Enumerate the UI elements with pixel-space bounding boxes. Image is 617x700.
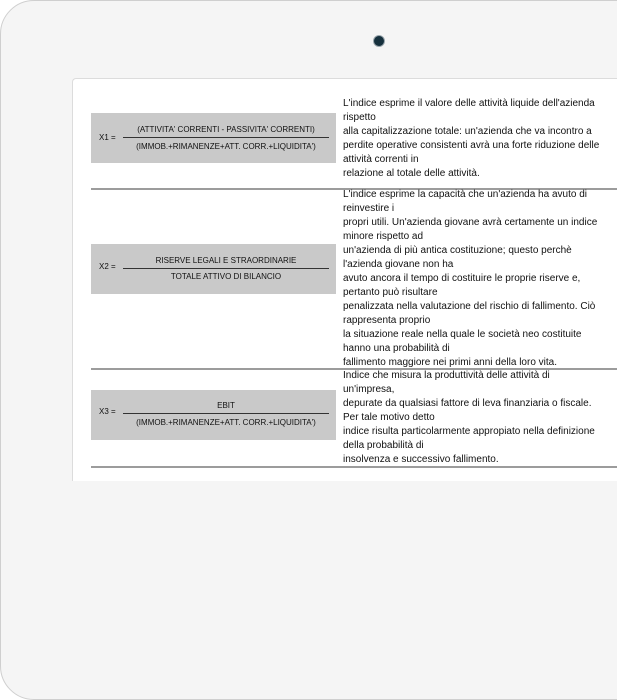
description-line: propri utili. Un'azienda giovane avrà certamente un indice — [343, 217, 598, 228]
description-line: L'indice esprime il valore delle attività liquide dell'azienda — [343, 98, 595, 109]
description-line: rappresenta proprio — [343, 315, 431, 326]
formula-numerator: RISERVE LEGALI E STRAORDINARIE — [155, 256, 297, 265]
description-line: un'impresa, — [343, 384, 395, 395]
description-line: Per tale motivo detto — [343, 412, 435, 423]
formula-numerator: (ATTIVITA' CORRENTI - PASSIVITA' CORRENTI) — [137, 125, 315, 134]
fraction-bar — [123, 268, 329, 269]
formula-x2 — [91, 244, 336, 294]
description-line: indice risulta particolarmente appropiato nella definizione — [343, 426, 595, 437]
description-line: perdite operative consistenti avrà una forte riduzione delle — [343, 140, 600, 151]
camera-icon — [373, 35, 385, 47]
formula-numerator: EBIT — [217, 401, 235, 410]
description-line: Indice che misura la produttività delle attività di — [343, 370, 550, 381]
table-row — [91, 79, 617, 190]
description-line: reinvestire i — [343, 203, 395, 214]
description-line: hanno una probabilità di — [343, 343, 450, 354]
description-line: penalizzata nella valutazione del rischio di fallimento. Ciò — [343, 301, 596, 312]
formula-denominator: (IMMOB.+RIMANENZE+ATT. CORR.+LIQUIDITA') — [136, 142, 316, 151]
description-line: minore rispetto ad — [343, 231, 424, 242]
description-line: la situazione reale nella quale le società neo costituite — [343, 329, 582, 340]
row-description — [343, 188, 615, 370]
formula-denominator: (IMMOB.+RIMANENZE+ATT. CORR.+LIQUIDITA') — [136, 418, 316, 427]
description-line: l'azienda giovane non ha — [343, 259, 454, 270]
description-line: della probabilità di — [343, 440, 424, 451]
description-line: fallimento maggiore nei primi anni della loro vita. — [343, 357, 557, 368]
description-line: pertanto può risultare — [343, 287, 438, 298]
fraction-bar — [123, 413, 329, 414]
description-line: attività correnti in — [343, 154, 419, 165]
fraction-bar — [123, 137, 329, 138]
description-line: L'indice esprime la capacità che un'azienda ha avuto di — [343, 189, 587, 200]
description-line: relazione al totale delle attività. — [343, 168, 480, 179]
table-row — [91, 370, 617, 468]
formula-label: X3 = — [99, 407, 116, 416]
description-line: alla capitalizzazione totale: un'azienda che va incontro a — [343, 126, 592, 137]
description-line: rispetto — [343, 112, 376, 123]
description-line: avuto ancora il tempo di costituire le proprie riserve e, — [343, 273, 581, 284]
formula-denominator: TOTALE ATTIVO DI BILANCIO — [170, 272, 282, 281]
table-row — [91, 190, 617, 370]
row-description — [343, 97, 615, 181]
description-line: insolvenza e successivo fallimento. — [343, 454, 499, 465]
description-line: depurate da qualsiasi fattore di leva finanziaria o fiscale. — [343, 398, 592, 409]
formula-label: X1 = — [99, 133, 116, 142]
tablet-screen — [72, 78, 617, 481]
row-description — [343, 369, 615, 467]
formula-label: X2 = — [99, 262, 116, 271]
formula-x1 — [91, 113, 336, 163]
formula-x3 — [91, 390, 336, 440]
description-line: un'azienda di più antica costituzione; questo perchè — [343, 245, 572, 256]
